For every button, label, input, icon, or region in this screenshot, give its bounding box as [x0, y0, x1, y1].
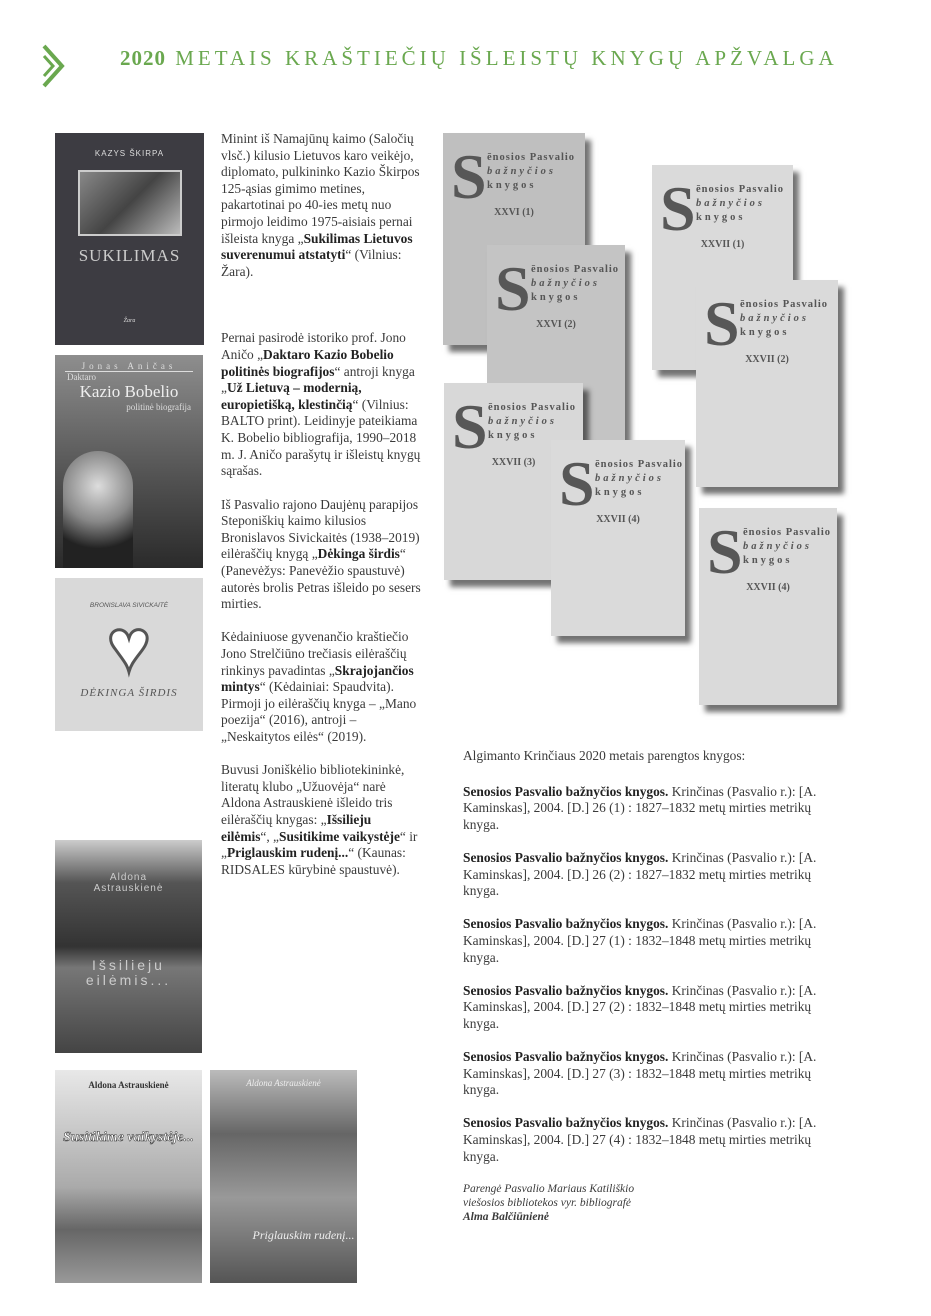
- cover-title: ēnosios Pasvalio bažnyčios knygos: [743, 527, 832, 566]
- cover-volume: XXVII (4): [746, 582, 790, 593]
- reference-list: [463, 784, 843, 1166]
- right-text-column: [463, 748, 843, 1224]
- cover-title: ēnosios Pasvalio bažnyčios knygos: [531, 264, 620, 303]
- paragraph-anicas: Pernai pasirodė istoriko prof. Jono Aničo „Daktaro Kazio Bobelio politinės biografijos“ antroji knyga „Už Lietuvą – modernią, europietišką, klestinčią“ (Vilnius: BALTO print). Leidinyje pateikiama K. Bobelio bibliografija, 1990–2018 m. J. Aničo parašytų ir išleistų knygų sąrašas.: [221, 330, 421, 479]
- cover-initial: S: [559, 448, 595, 519]
- cover-title: ēnosios Pasvalio bažnyčios knygos: [740, 299, 829, 338]
- church-book-cover: [551, 440, 685, 636]
- cover-title: ēnosios Pasvalio bažnyčios knygos: [488, 402, 577, 441]
- reference-item: Senosios Pasvalio bažnyčios knygos. Krinčinas (Pasvalio r.): [A. Kaminskas], 2004. [D.] 27 (3) : 1832–1848 metų mirties metrikų knyga.: [463, 1049, 817, 1098]
- cover-volume: XXVII (2): [745, 354, 789, 365]
- book-cover-bobelio: [55, 355, 203, 568]
- paragraph-strelciunas: Kėdainiuose gyvenančio kraštiečio Jono Strelčiūno trečiasis eilėraščių rinkinys pavadintas „Skrajojančios mintys“ (Kėdainiai: Spaudvita). Pirmoji jo eilėraščių knyga – „Mano poezija“ (2016), antroji – „Neskaitytos eilės“ (2019).: [221, 629, 417, 744]
- paragraph-sivickaite: Iš Pasvalio rajono Daujėnų parapijos Steponiškių kaimo kilusios Bronislavos Sivickaitės (1938–2019) eilėraščių knygą „Dėkinga širdis“ (Panevėžys: Panevėžio spaustuvė) autorės brolis Petras išleido po sesers mirties.: [221, 496, 421, 612]
- reference-item: Senosios Pasvalio bažnyčios knygos. Krinčinas (Pasvalio r.): [A. Kaminskas], 2004. [D.] 26 (2) : 1827–1832 metų mirties metrikų knyga.: [463, 849, 817, 899]
- cover-initial: S: [660, 173, 696, 244]
- cover-volume: XXVII (3): [491, 457, 536, 468]
- cover-title: DĖKINGA ŠIRDIS: [80, 687, 178, 699]
- signature: [463, 1182, 843, 1224]
- cover-author: BRONISLAVA SIVICKAITĖ: [89, 602, 169, 609]
- cover-subtitle: politinė biografija: [126, 402, 191, 412]
- church-book-cover: [699, 508, 837, 705]
- cover-initial: S: [451, 141, 487, 212]
- cover-title: Išsilieju eilėmis...: [85, 957, 172, 988]
- cover-volume: XXVII (1): [700, 239, 745, 250]
- book-cover-issilieju-eilemis: [55, 840, 202, 1053]
- signature-name: Alma Balčiūnienė: [463, 1210, 549, 1223]
- book-cover-sukilimas: [55, 133, 204, 345]
- cover-title-small: Daktaro: [67, 372, 96, 382]
- cover-initial: S: [704, 288, 740, 359]
- cover-author: Aldona Astrauskienė: [93, 872, 164, 894]
- cover-author: KAZYS ŠKIRPA: [94, 149, 165, 158]
- chevron-logo-icon: [40, 44, 70, 88]
- paragraph-skirpa: Minint iš Namajūnų kaimo (Saločių vlsč.) kilusio Lietuvos karo veikėjo, diplomato, pulkininko Kazio Škirpos 125-ąsias gimimo metines, pakartotinai po 40-ies metų nuo pirmojo leidimo 1975-aisiais pernai išleista knyga „Sukilimas Lietuvos suverenumui atstatyti“ (Vilnius: Žara).: [221, 131, 420, 279]
- cover-title: SUKILIMAS: [78, 246, 181, 265]
- cover-title: ēnosios Pasvalio bažnyčios knygos: [487, 152, 576, 191]
- signature-line: viešosios bibliotekos vyr. bibliografė: [463, 1196, 632, 1209]
- cover-title: Kazio Bobelio: [79, 382, 179, 401]
- cover-initial: S: [452, 391, 488, 462]
- book-cover-susitikime-vaikysteje: [55, 1070, 202, 1283]
- cover-title: Susitikime vaikystėje...: [63, 1130, 194, 1145]
- title-year: 2020: [120, 46, 166, 70]
- reference-item: Senosios Pasvalio bažnyčios knygos. Krinčinas (Pasvalio r.): [A. Kaminskas], 2004. [D.] 26 (1) : 1827–1832 metų mirties metrikų knyga.: [463, 783, 817, 832]
- signature-line: Parengė Pasvalio Mariaus Katiliškio: [463, 1182, 635, 1195]
- heart-icon: ♥: [107, 606, 151, 688]
- church-book-cover: [696, 280, 838, 487]
- cover-title: ēnosios Pasvalio bažnyčios knygos: [595, 459, 684, 498]
- cover-author: Aldona Astrauskienė: [246, 1078, 321, 1088]
- book-cover-priglauskim-rudeni: [210, 1070, 357, 1283]
- reference-item: Senosios Pasvalio bažnyčios knygos. Krinčinas (Pasvalio r.): [A. Kaminskas], 2004. [D.] 27 (1) : 1832–1848 metų mirties metrikų knyga.: [463, 916, 817, 965]
- paragraph-astrauskiene: Buvusi Joniškėlio bibliotekininkė, literatų klubo „Užuovėja“ narė Aldona Astrauskienė išleido tris eilėraščių knygas: „Išsilieju eilėmis“, „Susitikime vaikystėje“ ir „Priglauskim rudenį...“ (Kaunas: RIDSALES kūrybinė spaustuvė).: [221, 762, 418, 877]
- cover-title: ēnosios Pasvalio bažnyčios knygos: [696, 184, 785, 223]
- reference-item: Senosios Pasvalio bažnyčios knygos. Krinčinas (Pasvalio r.): [A. Kaminskas], 2004. [D.] 27 (2) : 1832–1848 metų mirties metrikų knyga.: [463, 982, 817, 1031]
- cover-volume: XXVII (4): [596, 514, 640, 525]
- cover-volume: XXVI (1): [494, 207, 534, 218]
- title-text: METAIS KRAŠTIEČIŲ IŠLEISTŲ KNYGŲ APŽVALGA: [175, 46, 838, 70]
- cover-photo: [78, 170, 182, 236]
- cover-volume: XXVI (2): [536, 319, 576, 330]
- cover-initial: S: [707, 516, 743, 587]
- reference-item: Senosios Pasvalio bažnyčios knygos. Krinčinas (Pasvalio r.): [A. Kaminskas], 2004. [D.] 27 (4) : 1832–1848 metų mirties metrikų knyga.: [463, 1115, 817, 1164]
- cover-title: Priglauskim rudenį...: [252, 1228, 355, 1242]
- left-text-column: [221, 131, 421, 895]
- cover-author: Jonas Aničas: [65, 361, 193, 372]
- cover-initial: S: [495, 253, 531, 324]
- cover-publisher: Žara: [123, 318, 136, 324]
- book-cover-dekinga-sirdis: [55, 578, 203, 731]
- cover-author: Aldona Astrauskienė: [88, 1080, 169, 1090]
- cover-portrait: [63, 451, 133, 568]
- books-intro: Algimanto Krinčiaus 2020 metais parengtos knygos:: [463, 748, 746, 763]
- page-title: [120, 46, 838, 71]
